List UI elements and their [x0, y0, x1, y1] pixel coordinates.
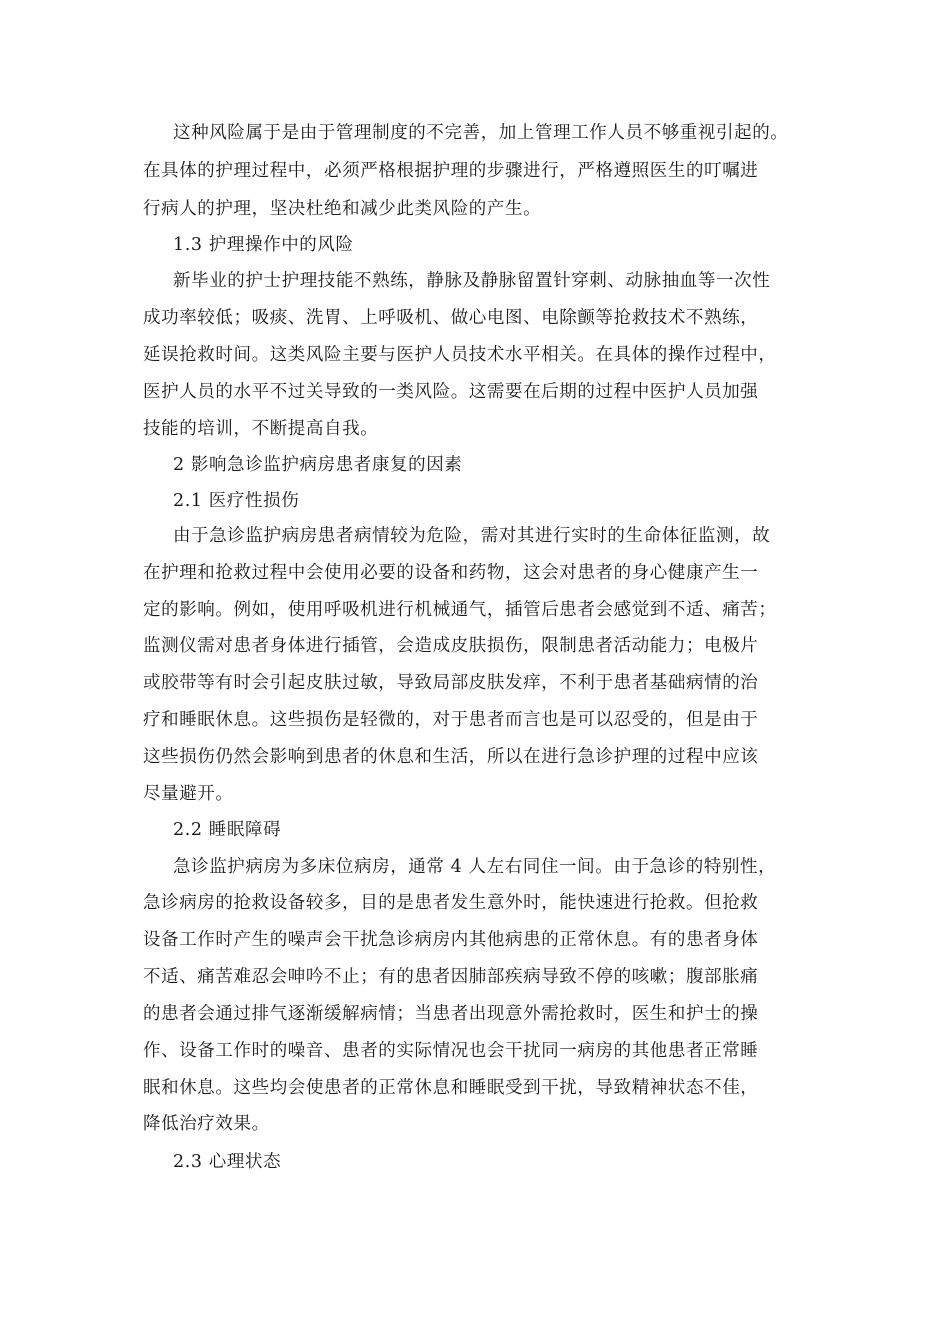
text-line: 急诊病房的抢救设备较多，目的是患者发生意外时，能快速进行抢救。但抢救	[143, 893, 759, 913]
text-line: 或胶带等有时会引起皮肤过敏，导致局部皮肤发痒，不利于患者基础病情的治	[143, 673, 759, 693]
text-line: 设备工作时产生的噪声会干扰急诊病房内其他病患的正常休息。有的患者身体	[143, 930, 759, 950]
text-line: 尽量避开。	[143, 784, 234, 804]
text-line: 延误抢救时间。这类风险主要与医护人员技术水平相关。在具体的操作过程中，	[143, 345, 777, 365]
section-heading: 2.1 医疗性损伤	[173, 491, 300, 511]
section-heading: 2 影响急诊监护病房患者康复的因素	[173, 455, 463, 475]
text-line: 由于急诊监护病房患者病情较为危险，需对其进行实时的生命体征监测，故	[173, 526, 771, 546]
text-line: 定的影响。例如，使用呼吸机进行机械通气，插管后患者会感觉到不适、痛苦；	[143, 600, 777, 620]
section-heading: 1.3 护理操作中的风险	[173, 235, 354, 255]
section-heading: 2.3 心理状态	[173, 1152, 282, 1172]
text-line: 在具体的护理过程中，必须严格根据护理的步骤进行，严格遵照医生的叮嘱进	[143, 161, 759, 181]
section-heading: 2.2 睡眠障碍	[173, 820, 282, 840]
text-line: 这些损伤仍然会影响到患者的休息和生活，所以在进行急诊护理的过程中应该	[143, 747, 759, 767]
text-line: 在护理和抢救过程中会使用必要的设备和药物，这会对患者的身心健康产生一	[143, 563, 759, 583]
text-line: 成功率较低；吸痰、洗胃、上呼吸机、做心电图、电除颤等抢救技术不熟练，	[143, 308, 759, 328]
text-line: 眠和休息。这些均会使患者的正常休息和睡眠受到干扰，导致精神状态不佳，	[143, 1078, 759, 1098]
text-line: 不适、痛苦难忍会呻吟不止；有的患者因肺部疾病导致不停的咳嗽；腹部胀痛	[143, 967, 759, 987]
text-line: 监测仪需对患者身体进行插管，会造成皮肤损伤，限制患者活动能力；电极片	[143, 636, 759, 656]
text-line: 医护人员的水平不过关导致的一类风险。这需要在后期的过程中医护人员加强	[143, 382, 759, 402]
text-line: 急诊监护病房为多床位病房，通常 4 人左右同住一间。由于急诊的特别性，	[173, 857, 777, 877]
text-line: 的患者会通过排气逐渐缓解病情；当患者出现意外需抢救时，医生和护士的操	[143, 1004, 759, 1024]
text-line: 降低治疗效果。	[143, 1114, 270, 1134]
text-line: 行病人的护理，坚决杜绝和减少此类风险的产生。	[143, 199, 542, 219]
text-line: 技能的培训，不断提高自我。	[143, 419, 379, 439]
text-line: 新毕业的护士护理技能不熟练，静脉及静脉留置针穿刺、动脉抽血等一次性	[173, 271, 771, 291]
text-line: 疗和睡眠休息。这些损伤是轻微的，对于患者而言也是可以忍受的，但是由于	[143, 710, 759, 730]
text-line: 作、设备工作时的噪音、患者的实际情况也会干扰同一病房的其他患者正常睡	[143, 1041, 759, 1061]
text-line: 这种风险属于是由于管理制度的不完善，加上管理工作人员不够重视引起的。	[173, 123, 789, 143]
